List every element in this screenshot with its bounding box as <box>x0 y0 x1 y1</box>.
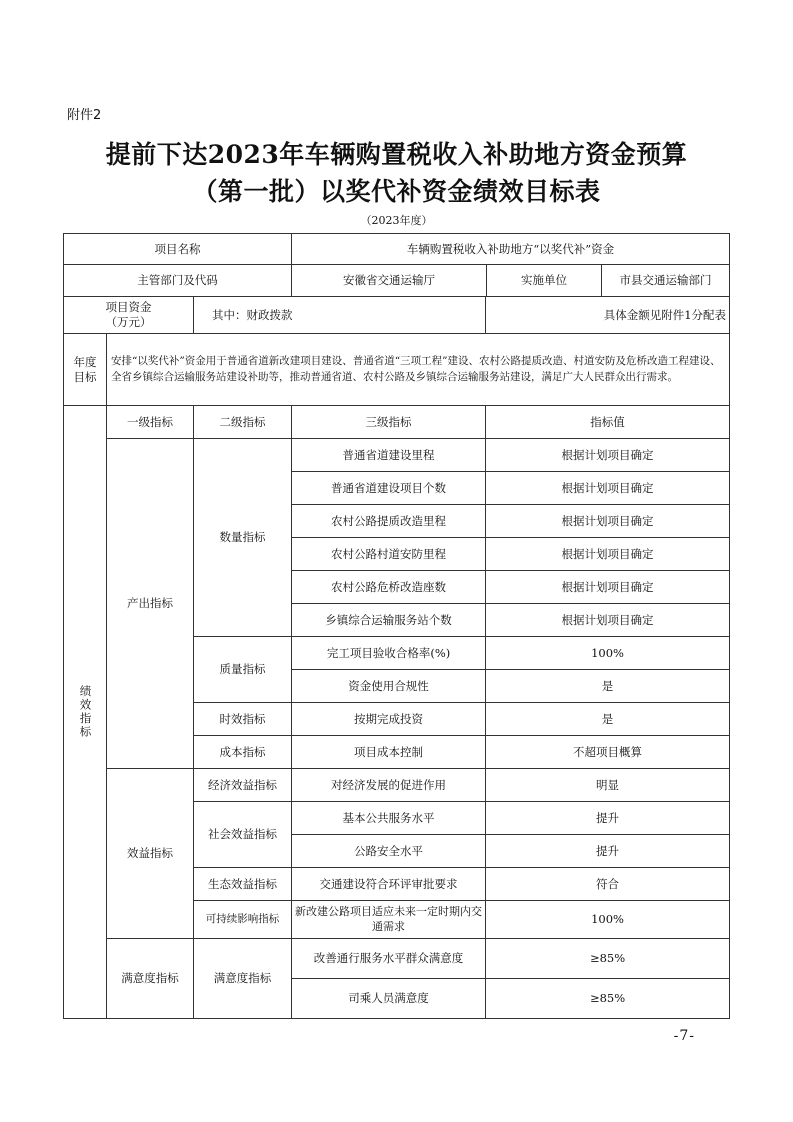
fund-label-line2: （万元） <box>105 315 152 329</box>
attachment-label: 附件2 <box>67 108 102 123</box>
indicator-value: 100% <box>486 637 730 670</box>
indicator-value: 100% <box>486 901 730 939</box>
annual-goal-label <box>64 334 107 406</box>
table-row <box>64 234 730 265</box>
indicator-section-label: 绩效指标 <box>64 406 107 1019</box>
page-title-line1: 提前下达2023年车辆购置税收入补助地方资金预算 <box>105 140 688 169</box>
page-title-line2: （第一批）以奖代补资金绩效目标表 <box>192 177 601 206</box>
indicator-name: 司乘人员满意度 <box>292 979 486 1019</box>
output-indicator-label: 产出指标 <box>107 439 194 769</box>
year-label: （2023年度） <box>360 214 433 227</box>
indicator-name: 对经济发展的促进作用 <box>292 769 486 802</box>
fund-note: 具体金额见附件1分配表 <box>486 297 730 334</box>
fund-label <box>64 297 194 334</box>
indicator-value: 根据计划项目确定 <box>486 439 730 472</box>
sustain-indicator-label: 可持续影响指标 <box>194 901 292 939</box>
col-level3-header: 三级指标 <box>292 406 486 439</box>
economic-indicator-label: 经济效益指标 <box>194 769 292 802</box>
project-name-value: 车辆购置税收入补助地方“以奖代补”资金 <box>292 234 730 265</box>
quantity-indicator-label: 数量指标 <box>194 439 292 637</box>
dept-impl-cell <box>292 265 730 297</box>
satisfaction-level1-label: 满意度指标 <box>107 939 194 1019</box>
indicator-value: 根据计划项目确定 <box>486 571 730 604</box>
eco-indicator-label: 生态效益指标 <box>194 868 292 901</box>
indicator-name: 资金使用合规性 <box>292 670 486 703</box>
impl-value: 市县交通运输部门 <box>619 273 712 288</box>
indicator-name: 改善通行服务水平群众满意度 <box>292 939 486 979</box>
indicator-name: 按期完成投资 <box>292 703 486 736</box>
indicator-value: 不超项目概算 <box>486 736 730 769</box>
indicator-name: 公路安全水平 <box>292 835 486 868</box>
indicator-value: ≥85% <box>486 939 730 979</box>
dept-label: 主管部门及代码 <box>64 265 292 297</box>
annual-goal-label-line2: 目标 <box>73 369 97 384</box>
col-level2-header: 二级指标 <box>194 406 292 439</box>
indicator-value: 明显 <box>486 769 730 802</box>
indicator-value: 符合 <box>486 868 730 901</box>
indicator-value: ≥85% <box>486 979 730 1019</box>
benefit-indicator-label: 效益指标 <box>107 769 194 939</box>
fund-value: 其中：财政拨款 <box>194 297 486 334</box>
indicator-value: 提升 <box>486 835 730 868</box>
indicator-value: 是 <box>486 670 730 703</box>
satisfaction-level2-label: 满意度指标 <box>194 939 292 1019</box>
table-row <box>64 265 730 297</box>
indicator-name: 新改建公路项目适应未来一定时期内交通需求 <box>292 901 486 939</box>
indicator-name: 农村公路村道安防里程 <box>292 538 486 571</box>
indicator-name: 项目成本控制 <box>292 736 486 769</box>
indicator-value: 提升 <box>486 802 730 835</box>
performance-table <box>63 233 730 1019</box>
dept-value: 安徽省交通运输厅 <box>343 273 436 288</box>
page-number: -7- <box>673 1028 695 1044</box>
quality-indicator-label: 质量指标 <box>194 637 292 703</box>
indicator-name: 乡镇综合运输服务站个数 <box>292 604 486 637</box>
col-value-header: 指标值 <box>486 406 730 439</box>
indicator-value: 是 <box>486 703 730 736</box>
project-name-label: 项目名称 <box>64 234 292 265</box>
cost-indicator-label: 成本指标 <box>194 736 292 769</box>
indicator-name: 交通建设符合环评审批要求 <box>292 868 486 901</box>
annual-goal-label-line1: 年度 <box>73 354 97 369</box>
indicator-value: 根据计划项目确定 <box>486 604 730 637</box>
indicator-name: 农村公路提质改造里程 <box>292 505 486 538</box>
indicator-name: 普通省道建设项目个数 <box>292 472 486 505</box>
table-row <box>64 769 730 802</box>
table-row <box>64 439 730 472</box>
annual-goal-text: 安排“以奖代补”资金用于普通省道新改建项目建设、普通省道“三项工程”建设、农村公路提质改造、村道安防及危桥改造工程建设、全省乡镇综合运输服务站建设补助等，推动普通省道、农村公路及乡镇综合运输服务站建设，满足广大人民群众出行需求。 <box>107 334 730 406</box>
social-indicator-label: 社会效益指标 <box>194 802 292 868</box>
indicator-name: 完工项目验收合格率(%) <box>292 637 486 670</box>
time-indicator-label: 时效指标 <box>194 703 292 736</box>
fund-label-line1: 项目资金 <box>105 300 152 315</box>
indicator-value: 根据计划项目确定 <box>486 472 730 505</box>
indicator-value: 根据计划项目确定 <box>486 505 730 538</box>
indicator-name: 基本公共服务水平 <box>292 802 486 835</box>
impl-label: 实施单位 <box>486 265 602 296</box>
indicator-value: 根据计划项目确定 <box>486 538 730 571</box>
table-row <box>64 406 730 439</box>
indicator-name: 普通省道建设里程 <box>292 439 486 472</box>
table-row <box>64 297 730 334</box>
indicator-name: 农村公路危桥改造座数 <box>292 571 486 604</box>
table-row <box>64 939 730 979</box>
col-level1-header: 一级指标 <box>107 406 194 439</box>
table-row <box>64 334 730 406</box>
